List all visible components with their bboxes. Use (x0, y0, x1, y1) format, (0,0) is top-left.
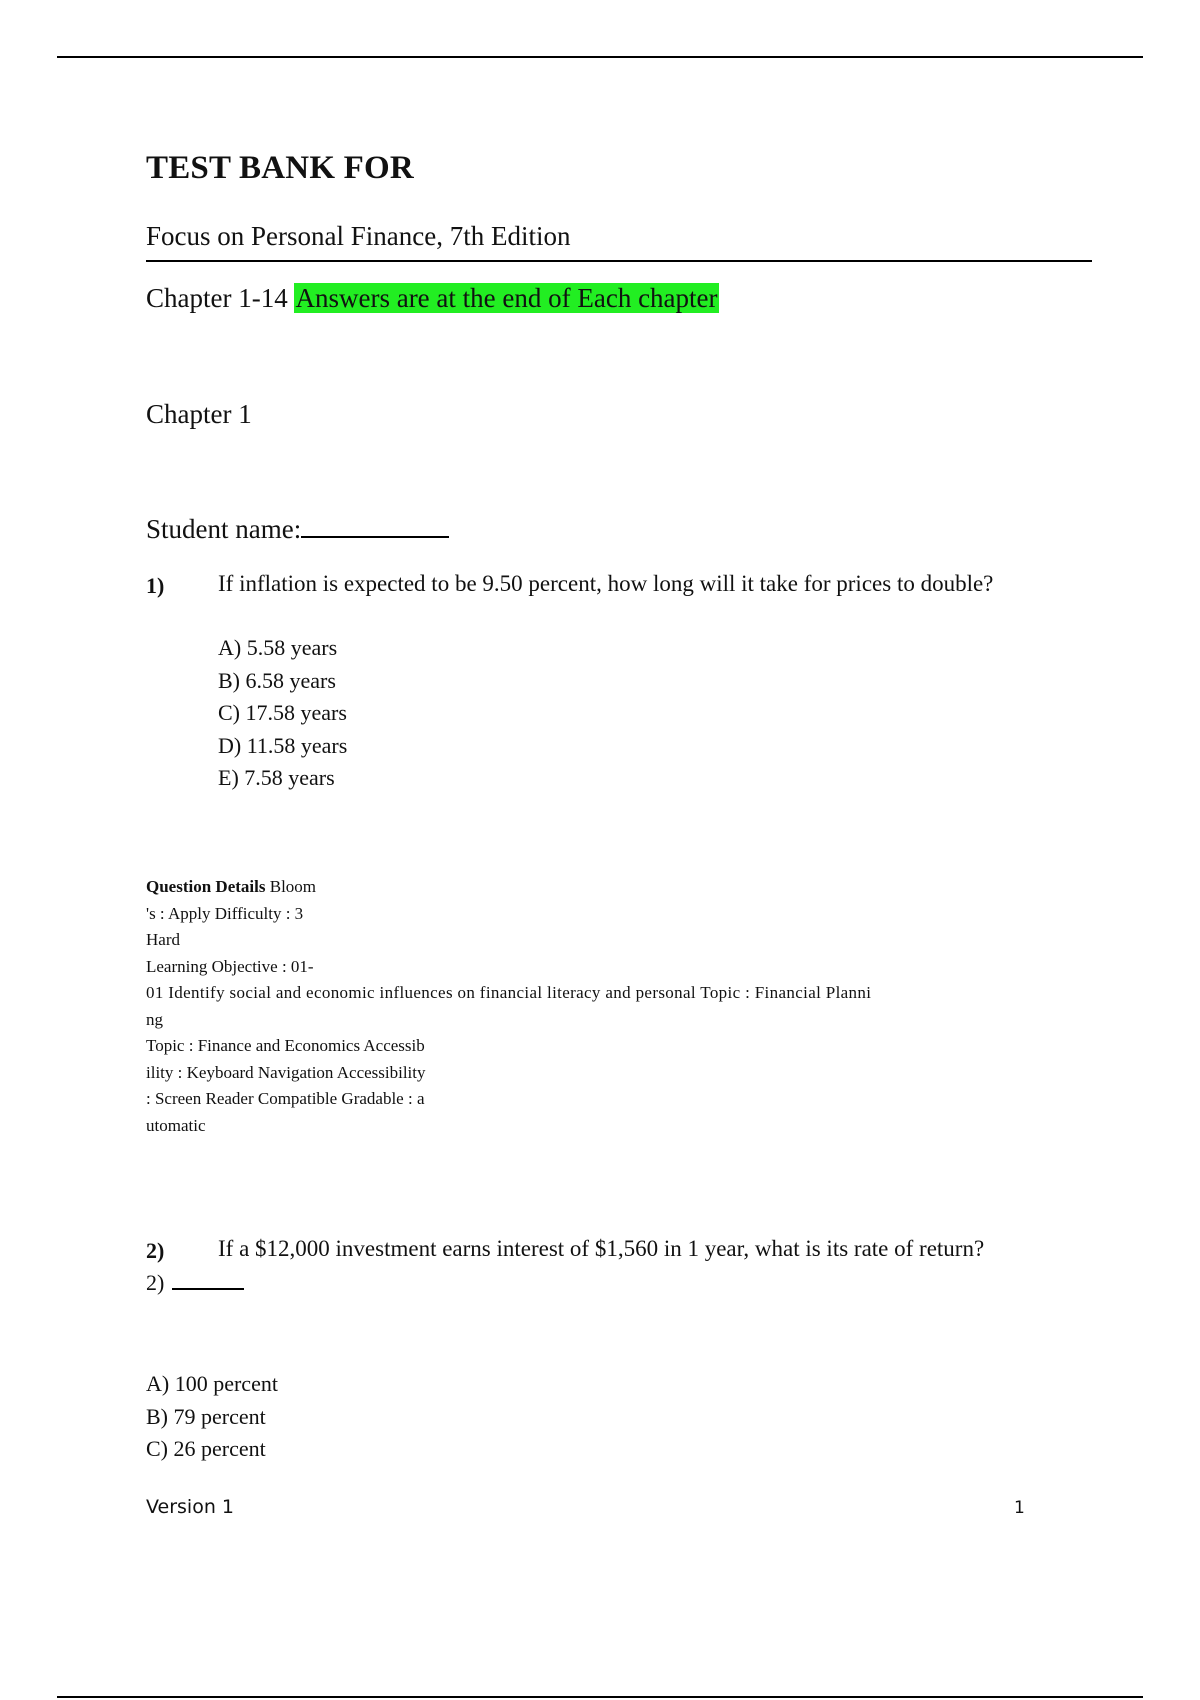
chapter-heading: Chapter 1 (146, 399, 252, 429)
question-1-option-a: A) 5.58 years (218, 635, 338, 660)
bottom-rule (57, 1696, 1143, 1698)
chapter-range: Chapter 1-14 (146, 283, 288, 313)
question-1-number: 1) (146, 573, 165, 598)
question-2-answer-blank[interactable] (172, 1270, 244, 1290)
answers-note-highlight: Answers are at the end of Each chapter (295, 283, 718, 313)
question-1-option-e: E) 7.58 years (218, 765, 335, 790)
student-name-blank[interactable] (301, 514, 449, 538)
details-line: ng (146, 1009, 163, 1029)
document-title: TEST BANK FOR (146, 150, 414, 186)
top-rule (57, 56, 1143, 58)
question-1-text: If inflation is expected to be 9.50 percent, how long will it take for prices to double? (218, 571, 994, 596)
details-line: 's : Apply Difficulty : 3 (146, 903, 304, 923)
question-1-option-b: B) 6.58 years (218, 667, 336, 693)
document-subtitle: Focus on Personal Finance, 7th Edition (146, 221, 571, 251)
details-line: Topic : Finance and Economics Accessib (146, 1036, 425, 1055)
question-2-options (146, 1368, 278, 1466)
question-2-number: 2) (146, 1238, 165, 1263)
question-2-answer-line (146, 1270, 244, 1296)
question-1-details (146, 874, 871, 1139)
chapter-range-line (146, 283, 719, 314)
question-2-option-c: C) 26 percent (146, 1436, 266, 1461)
student-name-line (146, 514, 449, 545)
details-line: : Screen Reader Compatible Gradable : a (146, 1089, 425, 1108)
details-line: 01 Identify social and economic influences on financial literacy and personal Topic : Financial Planni (146, 983, 872, 1002)
details-line: Hard (146, 930, 180, 949)
details-line: ility : Keyboard Navigation Accessibility (146, 1062, 426, 1082)
subtitle-rule (146, 260, 1092, 262)
question-2-answer-label: 2) (146, 1270, 165, 1295)
question-1-option-d: D) 11.58 years (218, 732, 348, 758)
details-line: utomatic (146, 1115, 206, 1135)
page-number: 1 (1014, 1498, 1025, 1518)
question-1-option-c: C) 17.58 years (218, 700, 347, 725)
question-2-option-a: A) 100 percent (146, 1371, 278, 1396)
details-line: Learning Objective : 01- (146, 956, 314, 976)
details-line: Question Details Bloom (146, 877, 317, 896)
footer-version: Version 1 (146, 1496, 234, 1518)
student-name-label: Student name: (146, 514, 302, 544)
question-2-text: If a $12,000 investment earns interest of $1,560 in 1 year, what is its rate of return? (218, 1236, 985, 1261)
details-label: Question Details (146, 877, 266, 896)
question-2-option-b: B) 79 percent (146, 1403, 266, 1429)
question-1-options (218, 632, 347, 795)
